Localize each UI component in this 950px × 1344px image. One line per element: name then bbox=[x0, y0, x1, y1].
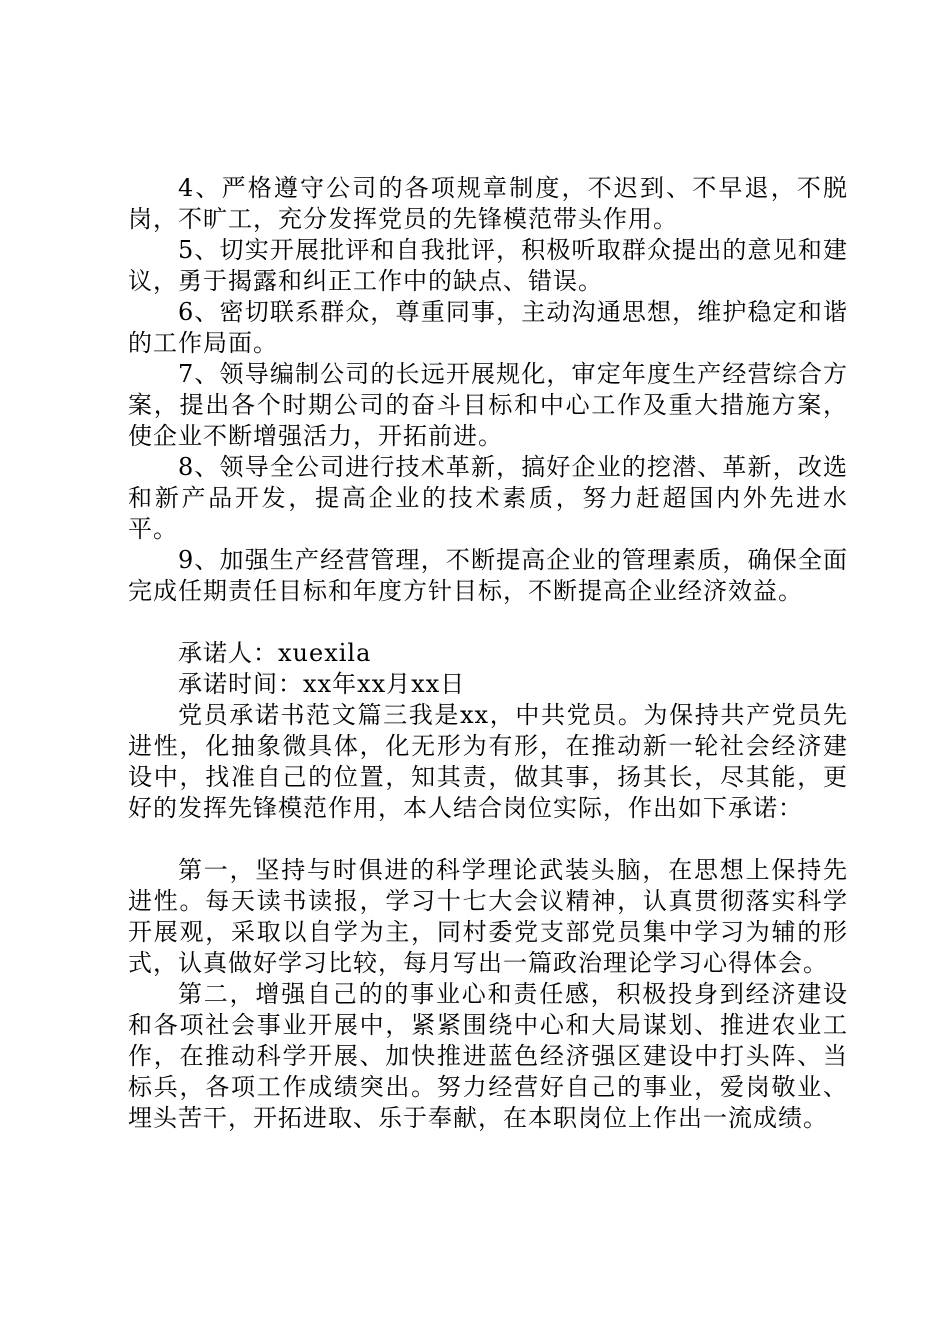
pledge-item-5: 5、切实开展批评和自我批评，积极听取群众提出的意见和建议，勇于揭露和纠正工作中的缺点、错误。 bbox=[128, 236, 848, 295]
intro-paragraph: 党员承诺书范文篇三我是xx，中共党员。为保持共产党员先进性，化抽象微具体，化无形为有形，在推动新一轮社会经济建设中，找准自己的位置，知其责，做其事，扬其长，尽其能，更好的发挥先锋模范作用，本人结合岗位实际，作出如下承诺： bbox=[128, 701, 848, 822]
pledge-item-8: 8、领导全公司进行技术革新，搞好企业的挖潜、革新，改选和新产品开发，提高企业的技术素质，努力赶超国内外先进水平。 bbox=[128, 453, 848, 543]
document-body bbox=[128, 173, 848, 1134]
paragraph-gap bbox=[128, 607, 848, 638]
pledge-item-6: 6、密切联系群众，尊重同事，主动沟通思想，维护稳定和谐的工作局面。 bbox=[128, 298, 848, 357]
pledge-second: 第二，增强自己的的事业心和责任感，积极投身到经济建设和各项社会事业开展中，紧紧围绕中心和大局谋划、推进农业工作，在推动科学开展、加快推进蓝色经济强区建设中打头阵、当标兵，各项工作成绩突出。努力经营好自己的事业，爱岗敬业、埋头苦干，开拓进取、乐于奉献，在本职岗位上作出一流成绩。 bbox=[128, 980, 848, 1132]
pledge-item-7: 7、领导编制公司的长远开展规化，审定年度生产经营综合方案，提出各个时期公司的奋斗目标和中心工作及重大措施方案，使企业不断增强活力，开拓前进。 bbox=[128, 360, 848, 450]
paragraph-gap bbox=[128, 824, 848, 855]
signer-line: 承诺人：xuexila bbox=[178, 639, 372, 667]
date-line: 承诺时间：xx年xx月xx日 bbox=[178, 670, 466, 698]
pledge-first: 第一，坚持与时俱进的科学理论武装头脑，在思想上保持先进性。每天读书读报，学习十七大会议精神，认真贯彻落实科学开展观，采取以自学为主，同村委党支部党员集中学习为辅的形式，认真做好学习比较，每月写出一篇政治理论学习心得体会。 bbox=[128, 856, 848, 977]
pledge-item-4: 4、严格遵守公司的各项规章制度，不迟到、不早退，不脱岗，不旷工，充分发挥党员的先锋模范带头作用。 bbox=[128, 174, 848, 233]
pledge-item-9: 9、加强生产经营管理，不断提高企业的管理素质，确保全面完成任期责任目标和年度方针目标，不断提高企业经济效益。 bbox=[128, 546, 848, 605]
